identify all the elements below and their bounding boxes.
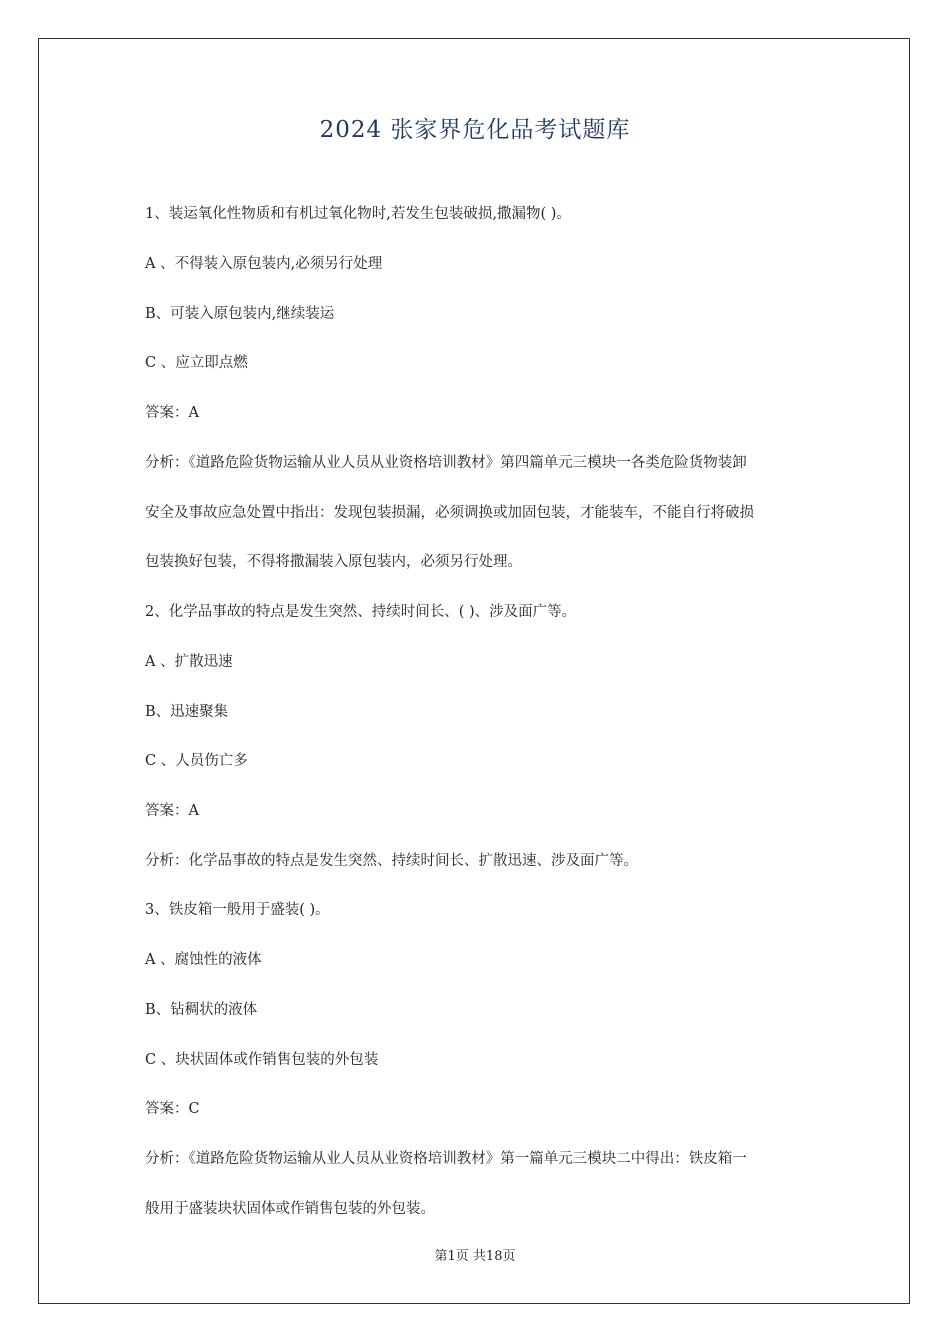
question-1-analysis-line-3: 包装换好包装，不得将撒漏装入原包装内，必须另行处理。 xyxy=(145,554,522,570)
question-1-option-b: B、可装入原包装内,继续装运 xyxy=(145,306,335,322)
question-2-answer: 答案：A xyxy=(145,803,199,819)
question-2-option-b: B、迅速聚集 xyxy=(145,704,229,720)
page-footer: 第1页 共18页 xyxy=(434,1249,516,1264)
question-2-option-c: C 、人员伤亡多 xyxy=(145,753,248,769)
question-1-option-a: A 、不得装入原包装内,必须另行处理 xyxy=(145,256,383,272)
question-1-analysis-line-1: 分析：《道路危险货物运输从业人员从业资格培训教材》第四篇单元三模块一各类危险货物装卸 xyxy=(145,455,747,471)
question-2-text: 2、化学品事故的特点是发生突然、持续时间长、( )、涉及面广等。 xyxy=(145,604,577,620)
question-1-answer: 答案：A xyxy=(145,405,199,421)
question-2-option-a: A 、扩散迅速 xyxy=(145,654,233,670)
question-1-option-c: C 、应立即点燃 xyxy=(145,355,248,371)
document-title: 2024 张家界危化品考试题库 xyxy=(319,117,631,143)
question-1-analysis-line-2: 安全及事故应急处置中指出：发现包装损漏，必须调换或加固包装，才能装车，不能自行将破损 xyxy=(145,505,754,521)
question-3-answer: 答案：C xyxy=(145,1101,200,1117)
question-3-analysis-line-1: 分析：《道路危险货物运输从业人员从业资格培训教材》第一篇单元三模块二中得出：铁皮箱一 xyxy=(145,1151,747,1167)
question-2-analysis: 分析：化学品事故的特点是发生突然、持续时间长、扩散迅速、涉及面广等。 xyxy=(145,853,638,869)
question-3-option-c: C 、块状固体或作销售包装的外包装 xyxy=(145,1052,379,1068)
question-3-text: 3、铁皮箱一般用于盛装( )。 xyxy=(145,902,330,918)
question-3-option-b: B、钻稠状的液体 xyxy=(145,1002,258,1018)
question-1-text: 1、装运氧化性物质和有机过氧化物时,若发生包装破损,撒漏物( )。 xyxy=(145,206,571,222)
question-3-option-a: A 、腐蚀性的液体 xyxy=(145,952,262,968)
question-3-analysis-line-2: 般用于盛装块状固体或作销售包装的外包装。 xyxy=(145,1201,435,1217)
